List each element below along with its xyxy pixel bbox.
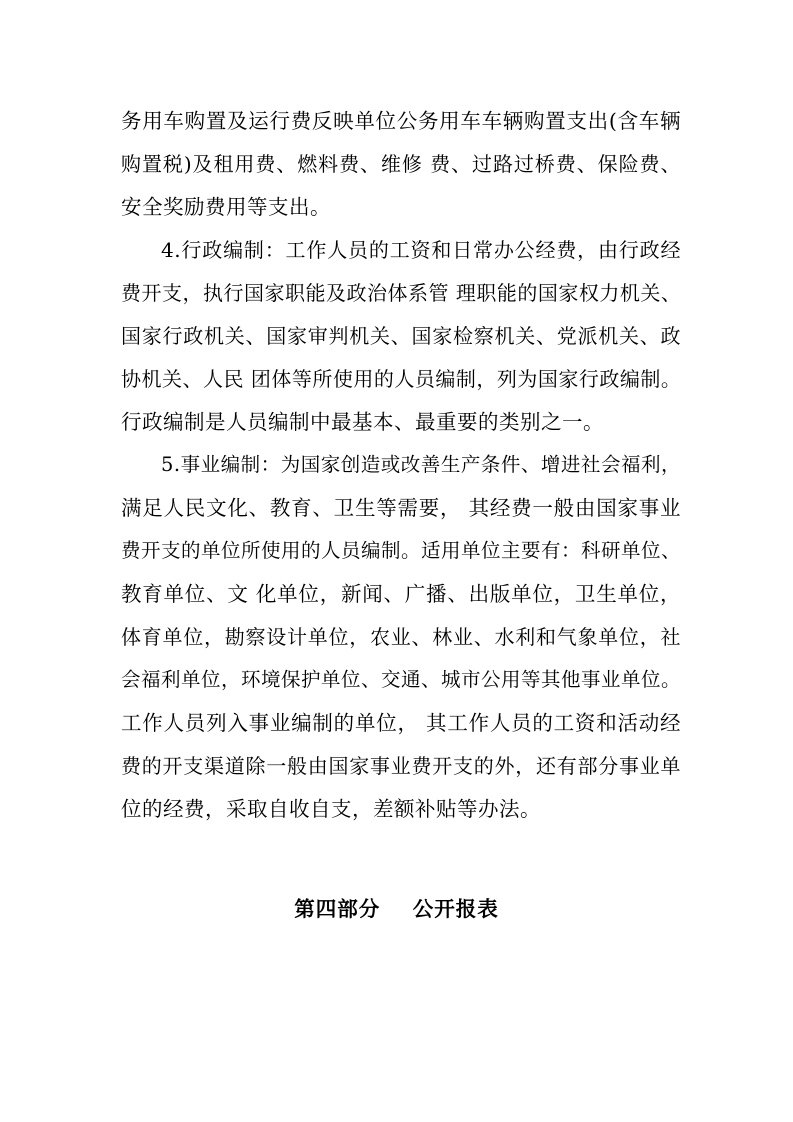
- paragraph-line: 购置税)及租用费、燃料费、维修 费、过路过桥费、保险费、: [121, 152, 681, 176]
- paragraph-line: 国家行政机关、国家审判机关、国家检察机关、党派机关、政: [121, 324, 681, 348]
- paragraph-line: 会福利单位，环境保护单位、交通、城市公用等其他事业单位。: [121, 668, 682, 691]
- paragraph-line: 行政编制是人员编制中最基本、最重要的类别之一。: [121, 410, 604, 434]
- paragraph-line: 协机关、人民 团体等所使用的人员编制，列为国家行政编制。: [121, 367, 682, 391]
- paragraph-line: 5.事业编制：为国家创造或改善生产条件、增进社会福利，: [161, 453, 681, 476]
- paragraph-line: 满足人民文化、教育、卫生等需要， 其经费一般由国家事业: [121, 496, 681, 520]
- paragraph-line: 务用车购置及运行费反映单位公务用车车辆购置支出(含车辆: [121, 109, 681, 133]
- paragraph-line: 安全奖励费用等支出。: [121, 195, 331, 219]
- paragraph-line: 费开支，执行国家职能及政治体系管 理职能的国家权力机关、: [121, 281, 682, 305]
- paragraph-line: 位的经费，采取自收自支，差额补贴等办法。: [121, 797, 541, 821]
- paragraph-line: 教育单位、文 化单位，新闻、广播、出版单位，卫生单位，: [121, 582, 681, 606]
- paragraph-line: 费的开支渠道除一般由国家事业费开支的外，还有部分事业单: [121, 754, 681, 778]
- paragraph-line: 费开支的单位所使用的人员编制。适用单位主要有：科研单位、: [121, 539, 682, 562]
- paragraph-line: 体育单位，勘察设计单位，农业、林业、水利和气象单位，社: [121, 625, 681, 649]
- paragraph-line: 4.行政编制：工作人员的工资和日常办公经费，由行政经: [161, 238, 681, 262]
- paragraph-line: 工作人员列入事业编制的单位， 其工作人员的工资和活动经: [121, 711, 681, 735]
- section-heading: 第四部分 公开报表: [294, 897, 499, 921]
